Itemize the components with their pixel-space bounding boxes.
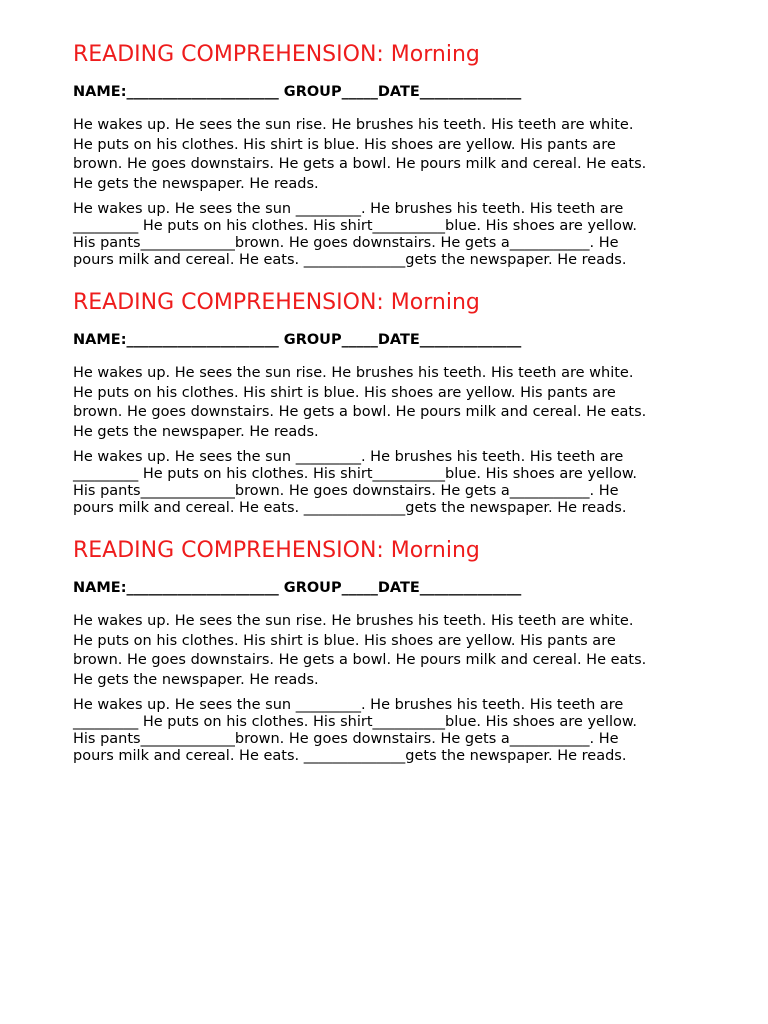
story-line: He puts on his clothes. His shirt is blue. His shoes are yellow. His pants are <box>73 136 616 153</box>
story-line: brown. He goes downstairs. He gets a bowl. He pours milk and cereal. He eats. <box>73 652 647 669</box>
fill-in-the-blank-paragraph <box>73 697 713 765</box>
worksheet-title: READING COMPREHENSION: Morning <box>73 538 480 563</box>
cloze-line: His pants_____________brown. He goes downstairs. He gets a___________. He <box>73 731 619 747</box>
story-line: He puts on his clothes. His shirt is blue. His shoes are yellow. His pants are <box>73 632 616 649</box>
cloze-line: pours milk and cereal. He eats. ______________gets the newspaper. He reads. <box>73 748 627 764</box>
story-line: He gets the newspaper. He reads. <box>73 672 319 689</box>
story-line: He gets the newspaper. He reads. <box>73 424 319 441</box>
cloze-line: His pants_____________brown. He goes downstairs. He gets a___________. He <box>73 483 619 499</box>
cloze-line: His pants_____________brown. He goes downstairs. He gets a___________. He <box>73 235 619 251</box>
story-line: He wakes up. He sees the sun rise. He brushes his teeth. His teeth are white. <box>73 613 634 629</box>
cloze-line: He wakes up. He sees the sun _________. He brushes his teeth. His teeth are <box>73 201 624 217</box>
story-line: He puts on his clothes. His shirt is blue. His shoes are yellow. His pants are <box>73 384 616 401</box>
student-info-line: NAME:_____________________ GROUP_____DATE______________ <box>73 84 522 100</box>
story-paragraph <box>73 364 713 443</box>
fill-in-the-blank-paragraph <box>73 201 713 269</box>
story-line: He wakes up. He sees the sun rise. He brushes his teeth. His teeth are white. <box>73 365 634 381</box>
cloze-line: _________ He puts on his clothes. His shirt__________blue. His shoes are yellow. <box>73 714 638 730</box>
cloze-line: He wakes up. He sees the sun _________. He brushes his teeth. His teeth are <box>73 449 624 465</box>
worksheet-title: READING COMPREHENSION: Morning <box>73 290 480 315</box>
student-info-line: NAME:_____________________ GROUP_____DATE______________ <box>73 332 522 348</box>
cloze-line: _________ He puts on his clothes. His shirt__________blue. His shoes are yellow. <box>73 218 638 234</box>
student-info-line: NAME:_____________________ GROUP_____DATE______________ <box>73 580 522 596</box>
story-paragraph <box>73 116 713 195</box>
cloze-line: pours milk and cereal. He eats. ______________gets the newspaper. He reads. <box>73 500 627 516</box>
cloze-line: pours milk and cereal. He eats. ______________gets the newspaper. He reads. <box>73 252 627 268</box>
story-line: brown. He goes downstairs. He gets a bowl. He pours milk and cereal. He eats. <box>73 404 647 421</box>
story-paragraph <box>73 612 713 691</box>
cloze-line: _________ He puts on his clothes. His shirt__________blue. His shoes are yellow. <box>73 466 638 482</box>
story-line: He gets the newspaper. He reads. <box>73 176 319 193</box>
story-line: He wakes up. He sees the sun rise. He brushes his teeth. His teeth are white. <box>73 117 634 133</box>
story-line: brown. He goes downstairs. He gets a bowl. He pours milk and cereal. He eats. <box>73 156 647 173</box>
worksheet-title: READING COMPREHENSION: Morning <box>73 42 480 67</box>
cloze-line: He wakes up. He sees the sun _________. He brushes his teeth. His teeth are <box>73 697 624 713</box>
fill-in-the-blank-paragraph <box>73 449 713 517</box>
